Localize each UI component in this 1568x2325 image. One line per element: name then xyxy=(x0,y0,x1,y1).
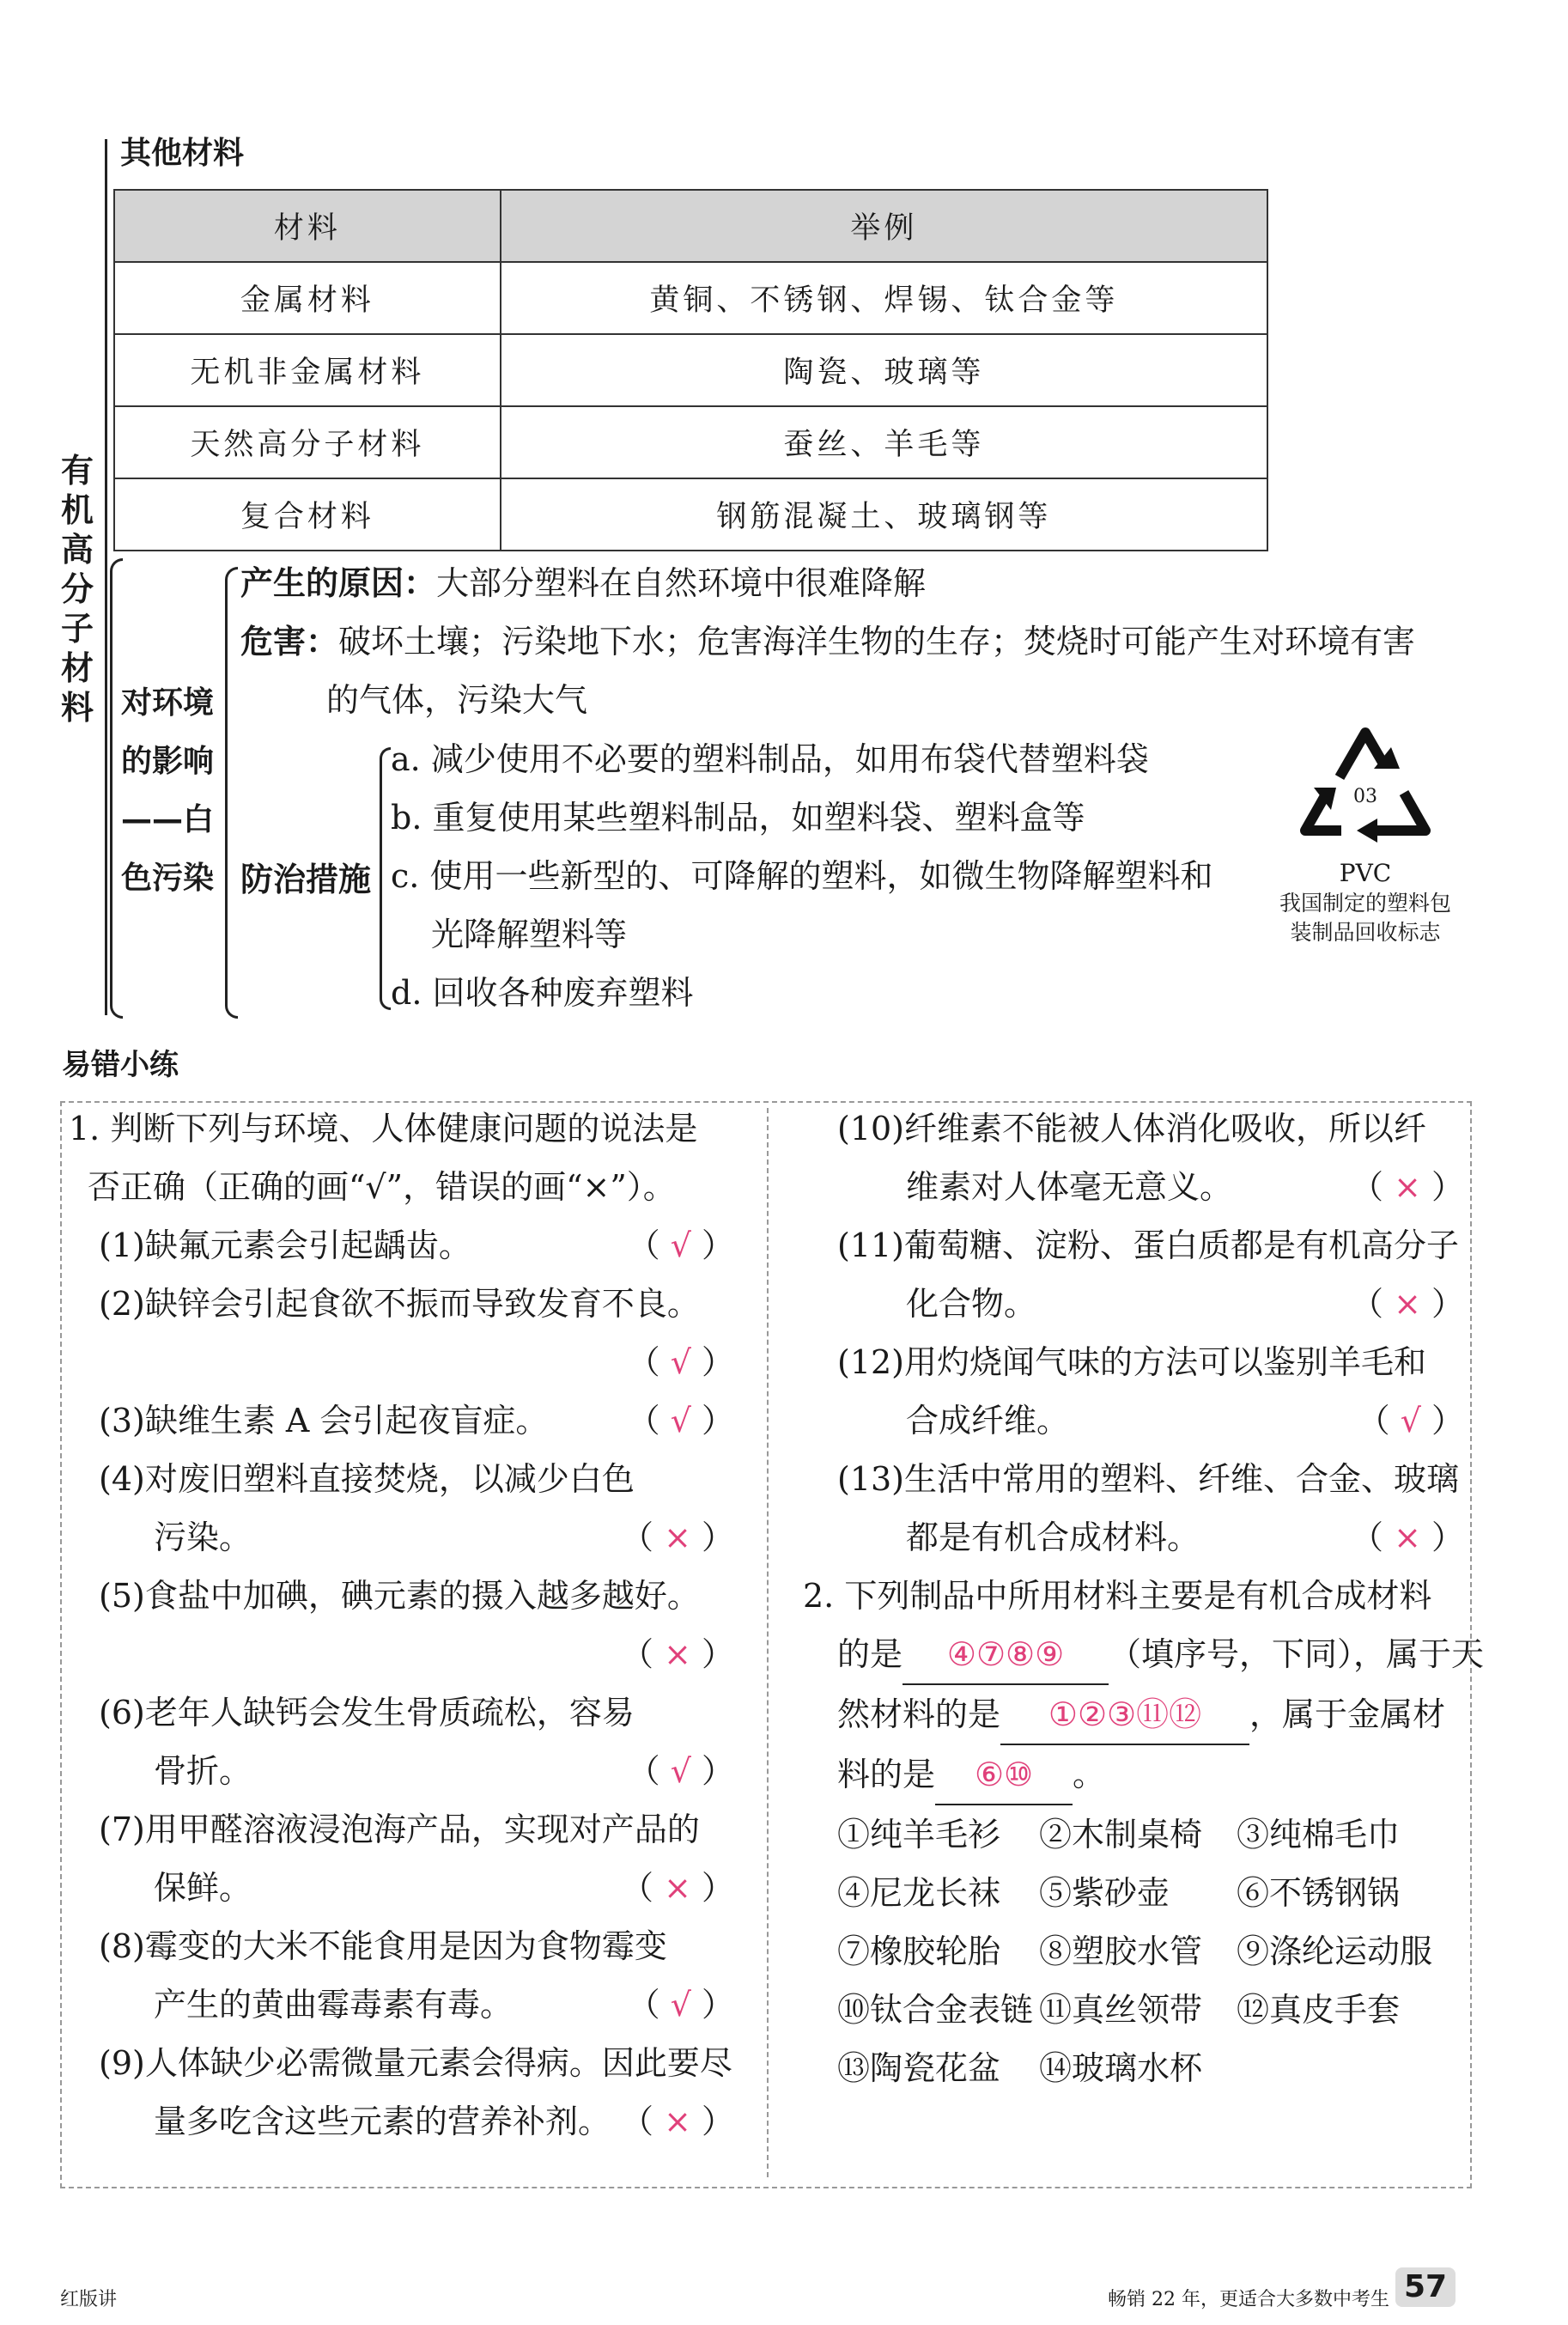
list-item-mark: （ × ） xyxy=(620,1635,734,1673)
list-item: (10)纤维素不能被人体消化吸收，所以纤 xyxy=(837,1110,1427,1147)
harm-text: 破坏土壤；污染地下水；危害海洋生物的生存；焚烧时可能产生对环境有害 xyxy=(338,623,1416,660)
answer-mark: × xyxy=(664,1519,691,1556)
q1-right-items xyxy=(837,1099,1464,1567)
table-cell: 复合材料 xyxy=(114,478,501,551)
measure-a: a. 减少使用不必要的塑料制品，如用布袋代替塑料袋 xyxy=(391,740,1149,778)
list-item: 产生的黄曲霉毒素有毒。 （ √ ） xyxy=(154,1986,734,2024)
harm-row xyxy=(240,612,1415,671)
list-item: (12)用灼烧闻气味的方法可以鉴别羊毛和 xyxy=(837,1343,1427,1381)
table-cell: 蚕丝、羊毛等 xyxy=(501,406,1267,478)
q2-stem: 2. 下列制品中所用材料主要是有机合成材料 xyxy=(803,1577,1432,1615)
recycle-caption: 我国制定的塑料包 xyxy=(1279,891,1451,916)
table-row xyxy=(114,262,1267,334)
answer-mark: √ xyxy=(670,1986,691,2024)
list-item: (6)老年人缺钙会发生骨质疏松，容易 xyxy=(99,1694,635,1732)
table-cell: 钢筋混凝土、玻璃钢等 xyxy=(501,478,1267,551)
list-item-mark: （ √ ） xyxy=(627,1343,734,1381)
env-label: 对环境 的影响 ——白 色污染 xyxy=(120,685,214,896)
list-item: (1)缺氟元素会引起龋齿。 （ √ ） xyxy=(99,1226,734,1264)
table-cell: 黄铜、不锈钢、焊锡、钛合金等 xyxy=(501,262,1267,334)
measure-label: 防治措施 xyxy=(240,861,372,898)
measure-c-cont: 光降解塑料等 xyxy=(431,916,628,953)
answer-mark: × xyxy=(1394,1168,1421,1206)
page-number: 57 xyxy=(1395,2267,1456,2307)
table-header: 材料 xyxy=(114,190,501,262)
q2-options xyxy=(803,1805,1464,2097)
list-item: (8)霉变的大米不能食用是因为食物霉变 xyxy=(99,1927,667,1965)
q1-left-items xyxy=(99,1216,734,2151)
table-header-row xyxy=(114,190,1267,262)
option-row: ⑦橡胶轮胎 ⑧塑胶水管 ⑨涤纶运动服 xyxy=(837,1932,1433,1970)
answer-mark: × xyxy=(1394,1285,1421,1323)
measure-d: d. 回收各种废弃塑料 xyxy=(391,974,694,1012)
answer-blank: ④⑦⑧⑨ xyxy=(903,1625,1109,1685)
answer-mark: × xyxy=(1394,1519,1421,1556)
answer-mark: × xyxy=(664,2103,691,2140)
recycle-name: PVC xyxy=(1339,859,1392,887)
recycle-code: 03 xyxy=(1353,786,1377,807)
recycle-symbol xyxy=(1288,717,1443,855)
section-title: 其他材料 xyxy=(120,136,245,171)
list-item: (11)葡萄糖、淀粉、蛋白质都是有机高分子 xyxy=(837,1226,1460,1264)
option-row: ⑩钛合金表链 ⑪真丝领带 ⑫真皮手套 xyxy=(837,1991,1401,2029)
measure-b: b. 重复使用某些塑料制品，如塑料袋、塑料盒等 xyxy=(391,799,1085,837)
table-cell: 天然高分子材料 xyxy=(114,406,501,478)
cause-row xyxy=(240,554,926,612)
harm-label: 危害： xyxy=(240,623,339,660)
table-header: 举例 xyxy=(501,190,1267,262)
list-item: 都是有机合成材料。 （ × ） xyxy=(906,1519,1464,1556)
practice-title: 易错小练 xyxy=(62,1048,179,1082)
list-item: (13)生活中常用的塑料、纤维、合金、玻璃 xyxy=(837,1460,1460,1498)
table-cell: 无机非金属材料 xyxy=(114,334,501,406)
table-row xyxy=(114,406,1267,478)
answer-mark: × xyxy=(664,1869,691,1907)
answer-mark: √ xyxy=(670,1343,691,1381)
q2-line: 然材料的是 ①②③⑪⑫ ，属于金属材 xyxy=(803,1685,1464,1745)
q1-stem: 1. 判断下列与环境、人体健康问题的说法是 否正确（正确的画“√”，错误的画“×”）。 xyxy=(69,1110,698,1206)
recycle-caption: 装制品回收标志 xyxy=(1290,920,1441,945)
footer-slogan: 畅销 22 年，更适合大多数中考生 xyxy=(1108,2289,1389,2310)
answer-mark: √ xyxy=(670,1226,691,1264)
q2-line: 料的是 ⑥⑩ 。 xyxy=(803,1745,1464,1805)
q2 xyxy=(803,1567,1485,2097)
list-item: 化合物。 （ × ） xyxy=(906,1285,1464,1323)
materials-table xyxy=(113,189,1268,551)
list-item: (4)对废旧塑料直接焚烧，以减少白色 xyxy=(99,1460,635,1498)
list-item: (9)人体缺少必需微量元素会得病。因此要尽 xyxy=(99,2044,732,2082)
option-row: ⑬陶瓷花盆 ⑭玻璃水杯 xyxy=(837,2049,1203,2087)
list-item: 量多吃含这些元素的营养补剂。 （ × ） xyxy=(154,2103,734,2140)
list-item: 污染。 （ × ） xyxy=(154,1519,734,1556)
table-cell: 陶瓷、玻璃等 xyxy=(501,334,1267,406)
answer-mark: √ xyxy=(670,1752,691,1790)
answer-blank: ①②③⑪⑫ xyxy=(1000,1685,1249,1745)
cause-label: 产生的原因： xyxy=(240,564,437,602)
answer-mark: × xyxy=(664,1635,691,1673)
vertical-label: 有 机 高 分 子 材 料 xyxy=(60,452,94,727)
list-item: 合成纤维。 （ √ ） xyxy=(906,1402,1464,1439)
env-inner-brace xyxy=(225,567,238,1019)
table-row xyxy=(114,334,1267,406)
option-row: ①纯羊毛衫 ②木制桌椅 ③纯棉毛巾 xyxy=(837,1816,1401,1853)
answer-mark: √ xyxy=(670,1402,691,1439)
option-row: ④尼龙长袜 ⑤紫砂壶 ⑥不锈钢锅 xyxy=(837,1874,1401,1912)
footer-brand: 红版讲 xyxy=(60,2289,118,2310)
list-item: 骨折。 （ √ ） xyxy=(154,1752,734,1790)
table-cell: 金属材料 xyxy=(114,262,501,334)
list-item: 保鲜。 （ × ） xyxy=(154,1869,734,1907)
list-item: 维素对人体毫无意义。 （ × ） xyxy=(906,1168,1464,1206)
column-divider xyxy=(767,1108,769,2177)
list-item: (2)缺锌会引起食欲不振而导致发育不良。 xyxy=(99,1285,700,1323)
q2-line: 的是 ④⑦⑧⑨ （填序号，下同），属于天 xyxy=(803,1625,1464,1685)
list-item: (7)用甲醛溶液浸泡海产品，实现对产品的 xyxy=(99,1811,700,1848)
measure-c: c. 使用一些新型的、可降解的塑料，如微生物降解塑料和 xyxy=(391,857,1213,895)
list-item: (5)食盐中加碘，碘元素的摄入越多越好。 xyxy=(99,1577,700,1615)
table-row xyxy=(114,478,1267,551)
cause-text: 大部分塑料在自然环境中很难降解 xyxy=(436,564,927,602)
answer-mark: √ xyxy=(1400,1402,1421,1439)
harm-row-2: 的气体，污染大气 xyxy=(326,681,588,719)
list-item: (3)缺维生素 A 会引起夜盲症。 （ √ ） xyxy=(99,1402,734,1439)
measure-brace xyxy=(380,747,391,1010)
answer-blank: ⑥⑩ xyxy=(935,1745,1073,1805)
